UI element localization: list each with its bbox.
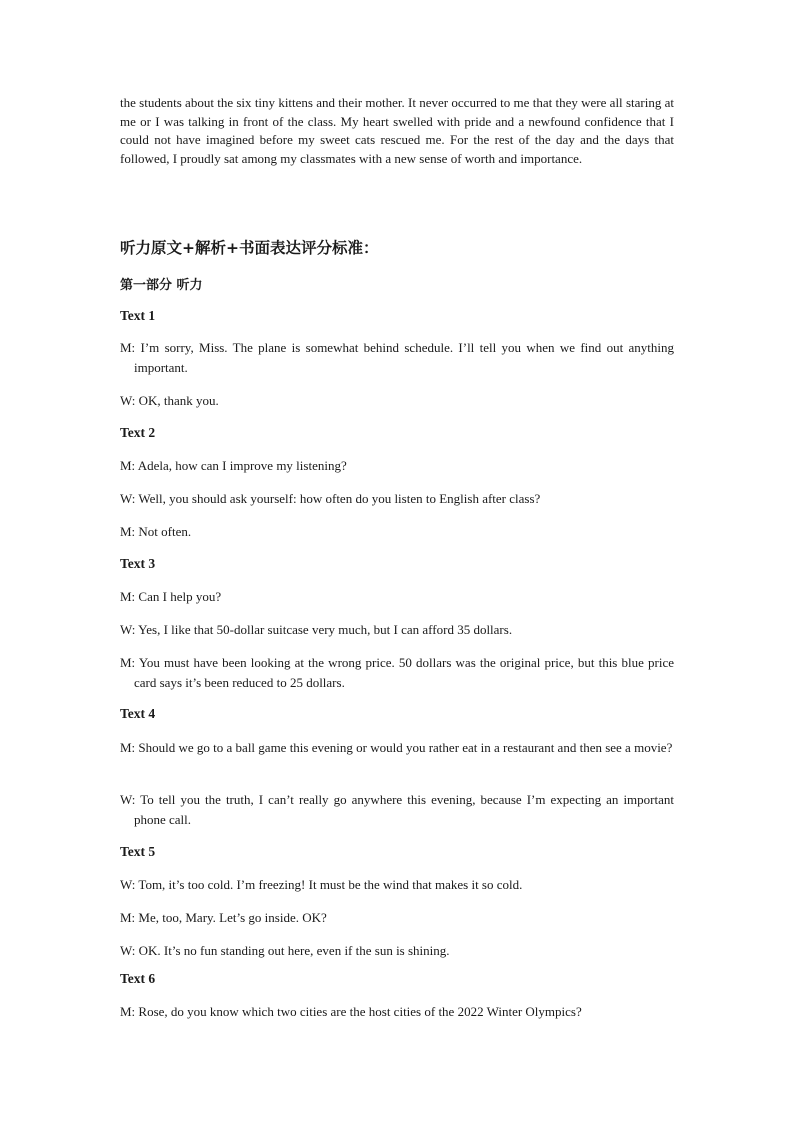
text-2-heading: Text 2 — [120, 425, 156, 440]
text-3-line-3: M: You must have been looking at the wrong price. 50 dollars was the original price, but this blue price card says it’s been reduced to 25 dollars. — [120, 655, 674, 690]
section-title: 听力原文+解析+书面表达评分标准： — [120, 239, 379, 257]
text-6-heading: Text 6 — [120, 971, 156, 986]
text-5-line-1: W: Tom, it’s too cold. I’m freezing! It must be the wind that makes it so cold. — [120, 877, 523, 892]
text-6-line-1: M: Rose, do you know which two cities are the host cities of the 2022 Winter Olympics? — [120, 1004, 582, 1019]
intro-paragraph: the students about the six tiny kittens and their mother. It never occurred to me that they were all staring at me or I was talking in front of the class. My heart swelled with pride and a newfound confidence that I could not have imagined before my sweet cats rescued me. For the rest of the day and the days that followed, I proudly sat among my classmates with a new sense of worth and importance. — [120, 95, 674, 166]
text-2-line-2: W: Well, you should ask yourself: how often do you listen to English after class? — [120, 491, 541, 506]
text-5-heading: Text 5 — [120, 844, 156, 859]
text-1-heading: Text 1 — [120, 308, 156, 323]
text-2-line-1: M: Adela, how can I improve my listening? — [120, 458, 347, 473]
text-3-line-1: M: Can I help you? — [120, 589, 222, 604]
text-4-line-2: W: To tell you the truth, I can’t really go anywhere this evening, because I’m expecting an important phone call. — [120, 792, 674, 827]
text-4-heading: Text 4 — [120, 706, 156, 721]
text-4-line-1: M: Should we go to a ball game this evening or would you rather eat in a restaurant and then see a movie? — [120, 740, 673, 755]
text-3-heading: Text 3 — [120, 556, 156, 571]
text-1-line-2: W: OK, thank you. — [120, 393, 219, 408]
text-3-line-2: W: Yes, I like that 50-dollar suitcase very much, but I can afford 35 dollars. — [120, 622, 513, 637]
text-2-line-3: M: Not often. — [120, 524, 192, 539]
part-title: 第一部分 听力 — [120, 278, 203, 293]
text-1-line-1: M: I’m sorry, Miss. The plane is somewhat behind schedule. I’ll tell you when we find out anything important. — [120, 340, 674, 375]
text-5-line-2: M: Me, too, Mary. Let’s go inside. OK? — [120, 910, 327, 925]
text-5-line-3: W: OK. It’s no fun standing out here, even if the sun is shining. — [120, 943, 450, 958]
